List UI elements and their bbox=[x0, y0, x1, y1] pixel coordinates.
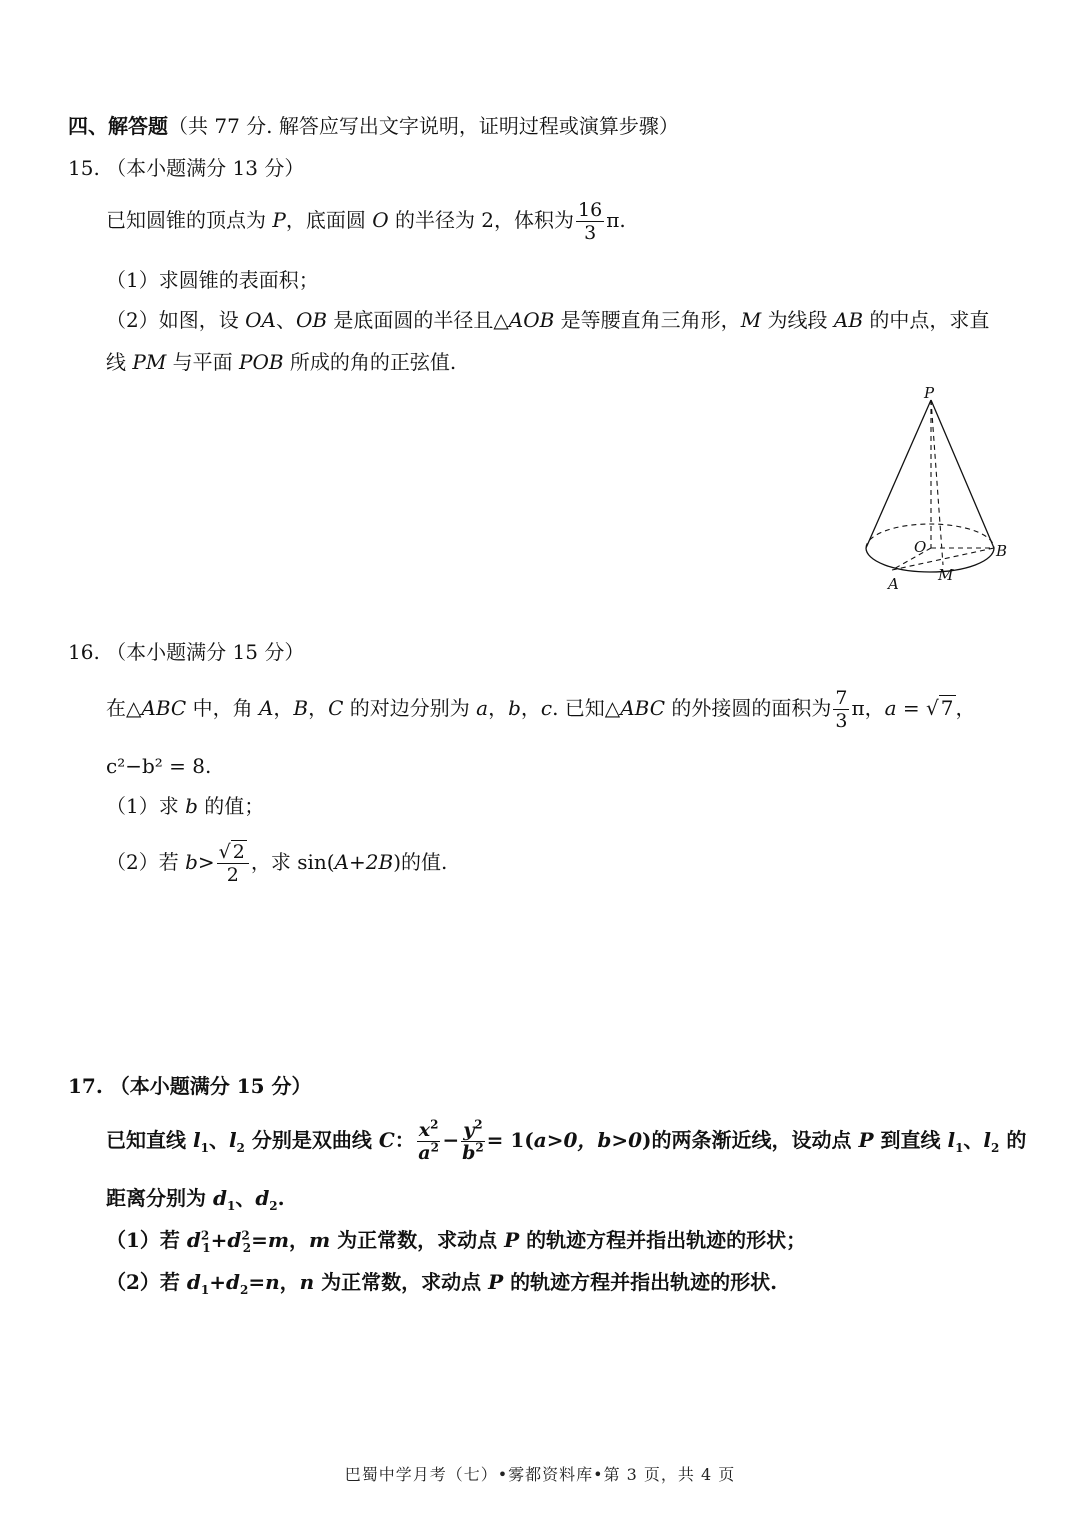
fraction-denominator: 3 bbox=[584, 222, 597, 244]
q16-line2: c²−b² = 8. bbox=[106, 754, 212, 778]
q17-var: a bbox=[418, 1142, 431, 1164]
q17-text: . bbox=[277, 1186, 285, 1210]
q16-text: 的值； bbox=[197, 794, 265, 818]
sqrt-radicand: 7 bbox=[940, 696, 954, 720]
q17-sub: 1 bbox=[955, 1141, 964, 1155]
q16-text: = bbox=[896, 696, 927, 720]
q16-var: ABC bbox=[620, 696, 666, 720]
q15-var-p: P bbox=[272, 208, 286, 232]
q17-var: y bbox=[463, 1119, 475, 1141]
q16-var: b bbox=[185, 794, 198, 818]
q17-text: ， bbox=[279, 1270, 300, 1294]
q16-var: A bbox=[258, 696, 274, 720]
q17-part1 bbox=[106, 1226, 806, 1254]
q17-sub: 1 bbox=[202, 1241, 211, 1255]
q16-text: . 已知△ bbox=[552, 696, 621, 720]
q16-var: a bbox=[476, 696, 489, 720]
q15-text: 所成的角的正弦值. bbox=[283, 350, 457, 374]
label-a: A bbox=[888, 575, 899, 593]
q17-sub: 1 bbox=[200, 1283, 210, 1297]
q17-text: 的 bbox=[999, 1128, 1027, 1152]
q17-var: d bbox=[186, 1270, 201, 1294]
q15-text: 是等腰直角三角形， bbox=[554, 308, 741, 332]
q15-var: OA bbox=[245, 308, 276, 332]
q16-var: a bbox=[884, 696, 897, 720]
section-heading: 四、解答题 bbox=[68, 114, 168, 138]
q16-text: 中，角 bbox=[186, 696, 259, 720]
q16-var: B bbox=[293, 696, 309, 720]
q16-text: ， bbox=[955, 696, 976, 720]
q16-text: ， bbox=[273, 696, 294, 720]
q17-var: l bbox=[947, 1128, 956, 1152]
q16-text: （1）求 bbox=[106, 794, 186, 818]
q17-var: b bbox=[462, 1142, 476, 1164]
q17-sub: 1 bbox=[226, 1199, 236, 1213]
q16-var: b bbox=[185, 850, 198, 874]
q16-sqrt7: √ 7 bbox=[926, 696, 954, 720]
q17-var: d bbox=[227, 1228, 242, 1252]
q17-text: ： bbox=[394, 1128, 415, 1152]
q16-var: b bbox=[508, 696, 521, 720]
q15-text: 线 bbox=[106, 350, 133, 374]
q17-var: P bbox=[858, 1128, 874, 1152]
q17-var: d bbox=[186, 1228, 201, 1252]
q17-stem bbox=[106, 1114, 1026, 1166]
q17-text: 到直线 bbox=[873, 1128, 948, 1152]
cone-left-edge bbox=[866, 400, 931, 548]
q16-part2 bbox=[106, 838, 447, 886]
page-footer: 巴蜀中学月考（七）•雾都资料库•第 3 页，共 4 页 bbox=[344, 1465, 736, 1484]
q17-var: d bbox=[226, 1270, 240, 1294]
q15-var: M bbox=[740, 308, 762, 332]
section-heading-line bbox=[68, 112, 679, 140]
q17-header: 17. （本小题满分 15 分） bbox=[68, 1074, 312, 1098]
q17-y-fraction bbox=[461, 1119, 484, 1164]
q17-text: = bbox=[248, 1270, 266, 1294]
q17-var: l bbox=[983, 1128, 992, 1152]
q17-sup: 2 bbox=[475, 1140, 484, 1155]
q16-text: > bbox=[197, 850, 215, 874]
q15-text: 与平面 bbox=[166, 350, 240, 374]
q17-text: 的轨迹方程并指出轨迹的形状； bbox=[519, 1228, 807, 1252]
q15-volume-fraction bbox=[576, 199, 604, 244]
q17-text: 为正常数，求动点 bbox=[330, 1228, 505, 1252]
fraction-denominator: 3 bbox=[835, 710, 848, 732]
q17-sub: 1 bbox=[200, 1141, 209, 1155]
fraction-denominator bbox=[461, 1142, 484, 1164]
q17-text: （1）若 bbox=[106, 1228, 187, 1252]
q17-sup: 2 bbox=[430, 1117, 439, 1132]
q15-text: 是底面圆的半径且△ bbox=[327, 308, 509, 332]
q17-sup: 2 bbox=[474, 1117, 483, 1132]
fraction-numerator: √ 2 bbox=[217, 841, 249, 864]
q16-var: C bbox=[328, 696, 344, 720]
q17-text: + bbox=[209, 1270, 226, 1294]
q16-header: 16. （本小题满分 15 分） bbox=[68, 640, 305, 664]
base-back-arc bbox=[866, 524, 994, 548]
q16-text: 在△ bbox=[106, 696, 142, 720]
q17-var: l bbox=[192, 1128, 201, 1152]
label-m: M bbox=[938, 566, 954, 584]
q17-line2 bbox=[106, 1184, 285, 1212]
q15-part2-line2 bbox=[106, 348, 456, 376]
q17-var: P bbox=[504, 1228, 520, 1252]
q15-var: POB bbox=[239, 350, 284, 374]
q17-var: a>0，b>0 bbox=[533, 1128, 643, 1152]
q17-sub: 2 bbox=[991, 1141, 1000, 1155]
q16-half-sqrt2-fraction bbox=[217, 841, 249, 886]
q17-text: 已知直线 bbox=[106, 1128, 193, 1152]
q15-part1: （1）求圆锥的表面积； bbox=[106, 268, 319, 292]
q17-var: d bbox=[255, 1186, 270, 1210]
q17-sub: 2 bbox=[269, 1199, 278, 1213]
q16-text: )的值. bbox=[393, 850, 448, 874]
q17-var: m bbox=[309, 1228, 331, 1252]
q17-var: x bbox=[418, 1119, 431, 1141]
q17-var: l bbox=[228, 1128, 237, 1152]
q17-text: = 1( bbox=[486, 1128, 534, 1152]
q17-text: 、 bbox=[235, 1186, 256, 1210]
q15-stem-text: 已知圆锥的顶点为 bbox=[106, 208, 273, 232]
q16-area-fraction bbox=[833, 687, 849, 732]
q16-stem bbox=[106, 684, 976, 732]
q16-part1 bbox=[106, 792, 264, 820]
sqrt-radicand: 2 bbox=[232, 841, 245, 863]
q15-text: （2）如图，设 bbox=[106, 308, 246, 332]
q17-var: n bbox=[299, 1270, 315, 1294]
q17-text: 的轨迹方程并指出轨迹的形状. bbox=[503, 1270, 778, 1294]
label-o: O bbox=[914, 538, 927, 556]
q15-stem-text: 的半径为 2，体积为 bbox=[388, 208, 575, 232]
q17-var: m bbox=[267, 1228, 289, 1252]
q16-text: （2）若 bbox=[106, 850, 186, 874]
section-note: （共 77 分. 解答应写出文字说明，证明过程或演算步骤） bbox=[168, 114, 679, 138]
q17-sub: 2 bbox=[236, 1141, 245, 1155]
q17-text: + bbox=[210, 1228, 228, 1252]
q15-var: PM bbox=[132, 350, 167, 374]
q17-text: − bbox=[442, 1128, 460, 1152]
q15-text: 的中点，求直 bbox=[863, 308, 990, 332]
q17-part2 bbox=[106, 1268, 777, 1296]
label-b: B bbox=[996, 542, 1008, 560]
q16-text: ， bbox=[520, 696, 541, 720]
q16-text: 的外接圆的面积为 bbox=[665, 696, 832, 720]
q17-text: ， bbox=[289, 1228, 309, 1252]
q17-text: 、 bbox=[208, 1128, 229, 1152]
q17-text: = bbox=[251, 1228, 268, 1252]
q16-text: ， bbox=[308, 696, 329, 720]
q15-var: AOB bbox=[508, 308, 555, 332]
q17-text: )的两条渐近线，设动点 bbox=[642, 1128, 859, 1152]
q17-sub: 2 bbox=[242, 1241, 252, 1255]
q16-var: c bbox=[540, 696, 553, 720]
cone-figure bbox=[850, 382, 1030, 597]
fraction-denominator: 2 bbox=[226, 864, 239, 886]
q15-var-o: O bbox=[372, 208, 389, 232]
q17-var: d bbox=[212, 1186, 227, 1210]
fraction-denominator bbox=[417, 1142, 441, 1164]
q16-text: 的对边分别为 bbox=[343, 696, 477, 720]
q16-text: ，求 sin( bbox=[250, 850, 335, 874]
q17-text: 、 bbox=[963, 1128, 984, 1152]
q15-text: 为线段 bbox=[761, 308, 834, 332]
fraction-numerator: 16 bbox=[578, 199, 603, 221]
q15-var: AB bbox=[833, 308, 864, 332]
q17-text: 为正常数，求动点 bbox=[314, 1270, 489, 1294]
q16-var: A+2B bbox=[334, 850, 394, 874]
q15-part2-line1 bbox=[106, 306, 989, 334]
q15-header: 15. （本小题满分 13 分） bbox=[68, 156, 305, 180]
q17-sup: 2 bbox=[200, 1228, 210, 1243]
q17-sub: 2 bbox=[239, 1283, 249, 1297]
q17-var: C bbox=[378, 1128, 395, 1152]
q17-text: 分别是双曲线 bbox=[244, 1128, 379, 1152]
q16-text: ， bbox=[488, 696, 509, 720]
q17-sup: 2 bbox=[241, 1228, 250, 1243]
q17-sup: 2 bbox=[430, 1140, 439, 1155]
q15-stem-text: ，底面圆 bbox=[285, 208, 373, 232]
q17-text: 距离分别为 bbox=[106, 1186, 213, 1210]
q15-stem bbox=[106, 196, 626, 244]
q17-text: （2）若 bbox=[106, 1270, 187, 1294]
q15-text: 、 bbox=[275, 308, 296, 332]
q17-x-fraction bbox=[417, 1119, 441, 1164]
q17-var: P bbox=[488, 1270, 504, 1294]
q15-stem-text: π. bbox=[606, 208, 626, 232]
q16-var: ABC bbox=[141, 696, 187, 720]
q16-text: π， bbox=[851, 696, 885, 720]
label-p: P bbox=[924, 384, 935, 402]
q17-var: n bbox=[265, 1270, 280, 1294]
fraction-numerator: 7 bbox=[835, 687, 848, 709]
fraction-numerator bbox=[417, 1119, 441, 1142]
q15-var: OB bbox=[295, 308, 328, 332]
fraction-numerator bbox=[461, 1119, 484, 1142]
